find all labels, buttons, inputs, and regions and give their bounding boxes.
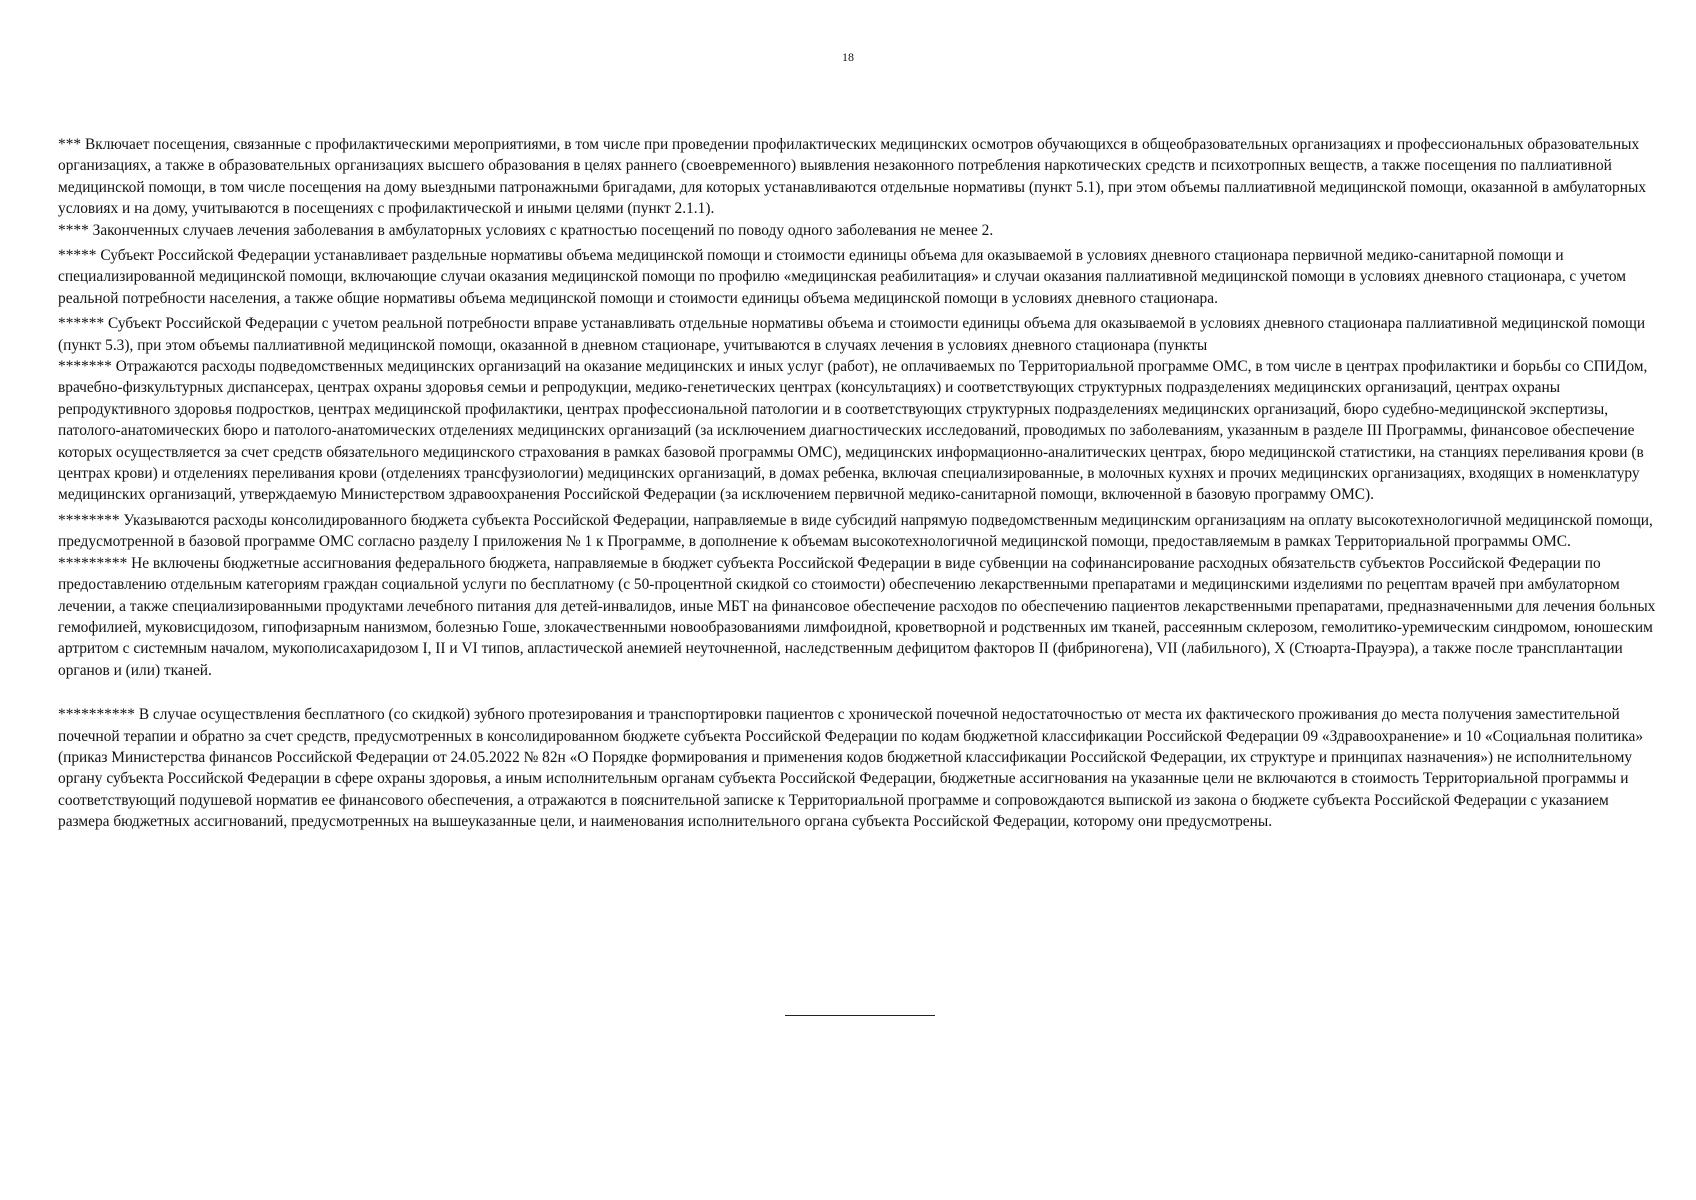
footnote-text: Отражаются расходы подведомственных медицинских организаций на оказание медицинских и иных услуг (работ), не оплачиваемых по Территориальной программе ОМС, в том числе в центрах профилактики и борьбы со СПИДом, врачебно-физкультурных диспансерах, центрах охраны здоровья семьи и репродукции, медико-генетических центрах (консультациях) и соответствующих структурных подразделениях медицинских организаций, центрах охраны репродуктивного здоровья подростков, центрах медицинской профилактики, центрах профессиональной патологии и в соответствующих структурных подразделениях медицинских организаций, бюро судебно-медицинской экспертизы, патолого-анатомических бюро и патолого-анатомических отделениях медицинских организаций (за исключением диагностических исследований, проводимых по заболеваниям, указанным в разделе III Программы, финансовое обеспечение которых осуществляется за счет средств обязательного медицинского страхования в рамках базовой программы ОМС), медицинских информационно-аналитических центрах, бюро медицинской статистики, на станциях переливания крови (в центрах крови) и отделениях переливания крови (отделениях трансфузиологии) медицинских организаций, в домах ребенка, включая специализированные, в молочных кухнях и прочих медицинских организациях, входящих в номенклатуру медицинских организаций, утверждаемую Министерством здравоохранения Российской Федерации (за исключением первичной медико-санитарной помощи, включенной в базовую программу ОМС). bbox=[58, 358, 1648, 504]
footnote-text: Субъект Российской Федерации устанавливает раздельные нормативы объема медицинской помощи и стоимости единицы объема для оказываемой в условиях дневного стационара первичной медико-санитарной помощи и специализированной медицинской помощи, включающие случаи оказания медицинской помощи по профилю «медицинская реабилитация» и случаи оказания паллиативной медицинской помощи в условиях дневного стационара, с учетом реальной потребности населения, а также общие нормативы объема медицинской помощи и стоимости единицы объема медицинской помощи в условиях дневного стационара. bbox=[58, 247, 1626, 307]
page-number: 18 bbox=[842, 50, 854, 64]
footnote-text: Не включены бюджетные ассигнования федерального бюджета, направляемые в бюджет субъекта Российской Федерации в виде субвенции на софинансирование расходных обязательств субъектов Российской Федерации по предоставлению отдельным категориям граждан социальной услуги по бесплатному (с 50-процентной скидкой со стоимости) обеспечению лекарственными препаратами и медицинскими изделиями по рецептам врачей при амбулаторном лечении, а также специализированными продуктами лечебного питания для детей-инвалидов, иные МБТ на финансовое обеспечение расходов по обеспечению пациентов лекарственными препаратами, предназначенными для лечения больных гемофилией, муковисцидозом, гипофизарным нанизмом, болезнью Гоше, злокачественными новообразованиями лимфоидной, кроветворной и родственных им тканей, рассеянным склерозом, гемолитико-уремическим синдромом, юношеским артритом с системным началом, мукополисахаридозом I, II и VI типов, апластической анемией неуточненной, наследственным дефицитом факторов II (фибриногена), VII (лабильного), X (Стюарта-Прауэра), а также после трансплантации органов и (или) тканей. bbox=[58, 554, 1656, 679]
footnote-3-stars bbox=[58, 134, 1663, 220]
footnote-marker: ********** bbox=[58, 706, 135, 724]
footnote-text: Законченных случаев лечения заболевания в амбулаторных условиях с кратностью посещений по поводу одного заболевания не менее 2. bbox=[92, 221, 994, 239]
footnotes-block bbox=[58, 134, 1663, 833]
footnote-text: Включает посещения, связанные с профилактическими мероприятиями, в том числе при проведении профилактических медицинских осмотров обучающихся в общеобразовательных организациях и профессиональных образовательных организациях, а также в образовательных организациях высшего образования в целях раннего (своевременного) выявления незаконного потребления наркотических средств и психотропных веществ, а также посещения по паллиативной медицинской помощи, в том числе посещения на дому выездными патронажными бригадами, для которых устанавливаются отдельные нормативы (пункт 5.1), при этом объемы паллиативной медицинской помощи, оказанной в амбулаторных условиях и на дому, учитываются в посещениях с профилактической и иными целями (пункт 2.1.1). bbox=[58, 136, 1647, 218]
footnote-marker: ********* bbox=[58, 554, 128, 572]
footnote-marker: **** bbox=[58, 221, 89, 239]
footnote-6-stars bbox=[58, 313, 1663, 356]
footnote-text: Субъект Российской Федерации с учетом реальной потребности вправе устанавливать отдельные нормативы объема и стоимости единицы объема для оказываемой в условиях дневного стационара паллиативной медицинской помощи (пункт 5.3), при этом объемы паллиативной медицинской помощи, оказанной в дневном стационаре, учитываются в случаях лечения в условиях дневного стационара (пункты bbox=[58, 315, 1646, 354]
footnote-9-stars bbox=[58, 553, 1663, 681]
footnote-10-stars bbox=[58, 704, 1663, 832]
footnote-4-stars bbox=[58, 220, 1663, 241]
footnote-marker: ****** bbox=[58, 315, 105, 333]
footnote-marker: ******** bbox=[58, 511, 120, 529]
closing-rule-divider bbox=[785, 1015, 935, 1016]
footnote-7-stars bbox=[58, 356, 1663, 506]
footnote-text: В случае осуществления бесплатного (со скидкой) зубного протезирования и транспортировки пациентов с хронической почечной недостаточностью от места их фактического проживания до места получения заместительной почечной терапии и обратно за счет средств, предусмотренных в консолидированном бюджете субъекта Российской Федерации по кодам бюджетной классификации Российской Федерации 09 «Здравоохранение» и 10 «Социальная политика» (приказ Министерства финансов Российской Федерации от 24.05.2022 № 82н «О Порядке формирования и применения кодов бюджетной классификации Российской Федерации, их структуре и принципах назначения») не исполнительному органу субъекта Российской Федерации в сфере охраны здоровья, а иным исполнительным органам субъекта Российской Федерации, бюджетные ассигнования на указанные цели не включаются в стоимость Территориальной программы и соответствующий подушевой норматив ее финансового обеспечения, а отражаются в пояснительной записке к Территориальной программе и сопровождаются выпиской из закона о бюджете субъекта Российской Федерации с указанием размера бюджетных ассигнований, предусмотренных на вышеуказанные цели, и наименования исполнительного органа субъекта Российской Федерации, которому они предусмотрены. bbox=[58, 706, 1644, 831]
footnote-text: Указываются расходы консолидированного бюджета субъекта Российской Федерации, направляемые в виде субсидий напрямую подведомственным медицинским организациям на оплату высокотехнологичной медицинской помощи, предусмотренной в базовой программе ОМС согласно разделу I приложения № 1 к Программе, в дополнение к объемам высокотехнологичной медицинской помощи, предоставляемым в рамках Территориальной программы ОМС. bbox=[58, 511, 1653, 551]
footnote-8-stars bbox=[58, 510, 1663, 553]
footnote-5-stars bbox=[58, 245, 1663, 309]
footnote-marker: ******* bbox=[58, 358, 112, 376]
footnote-marker: ***** bbox=[58, 247, 97, 265]
footnote-marker: *** bbox=[58, 136, 82, 153]
